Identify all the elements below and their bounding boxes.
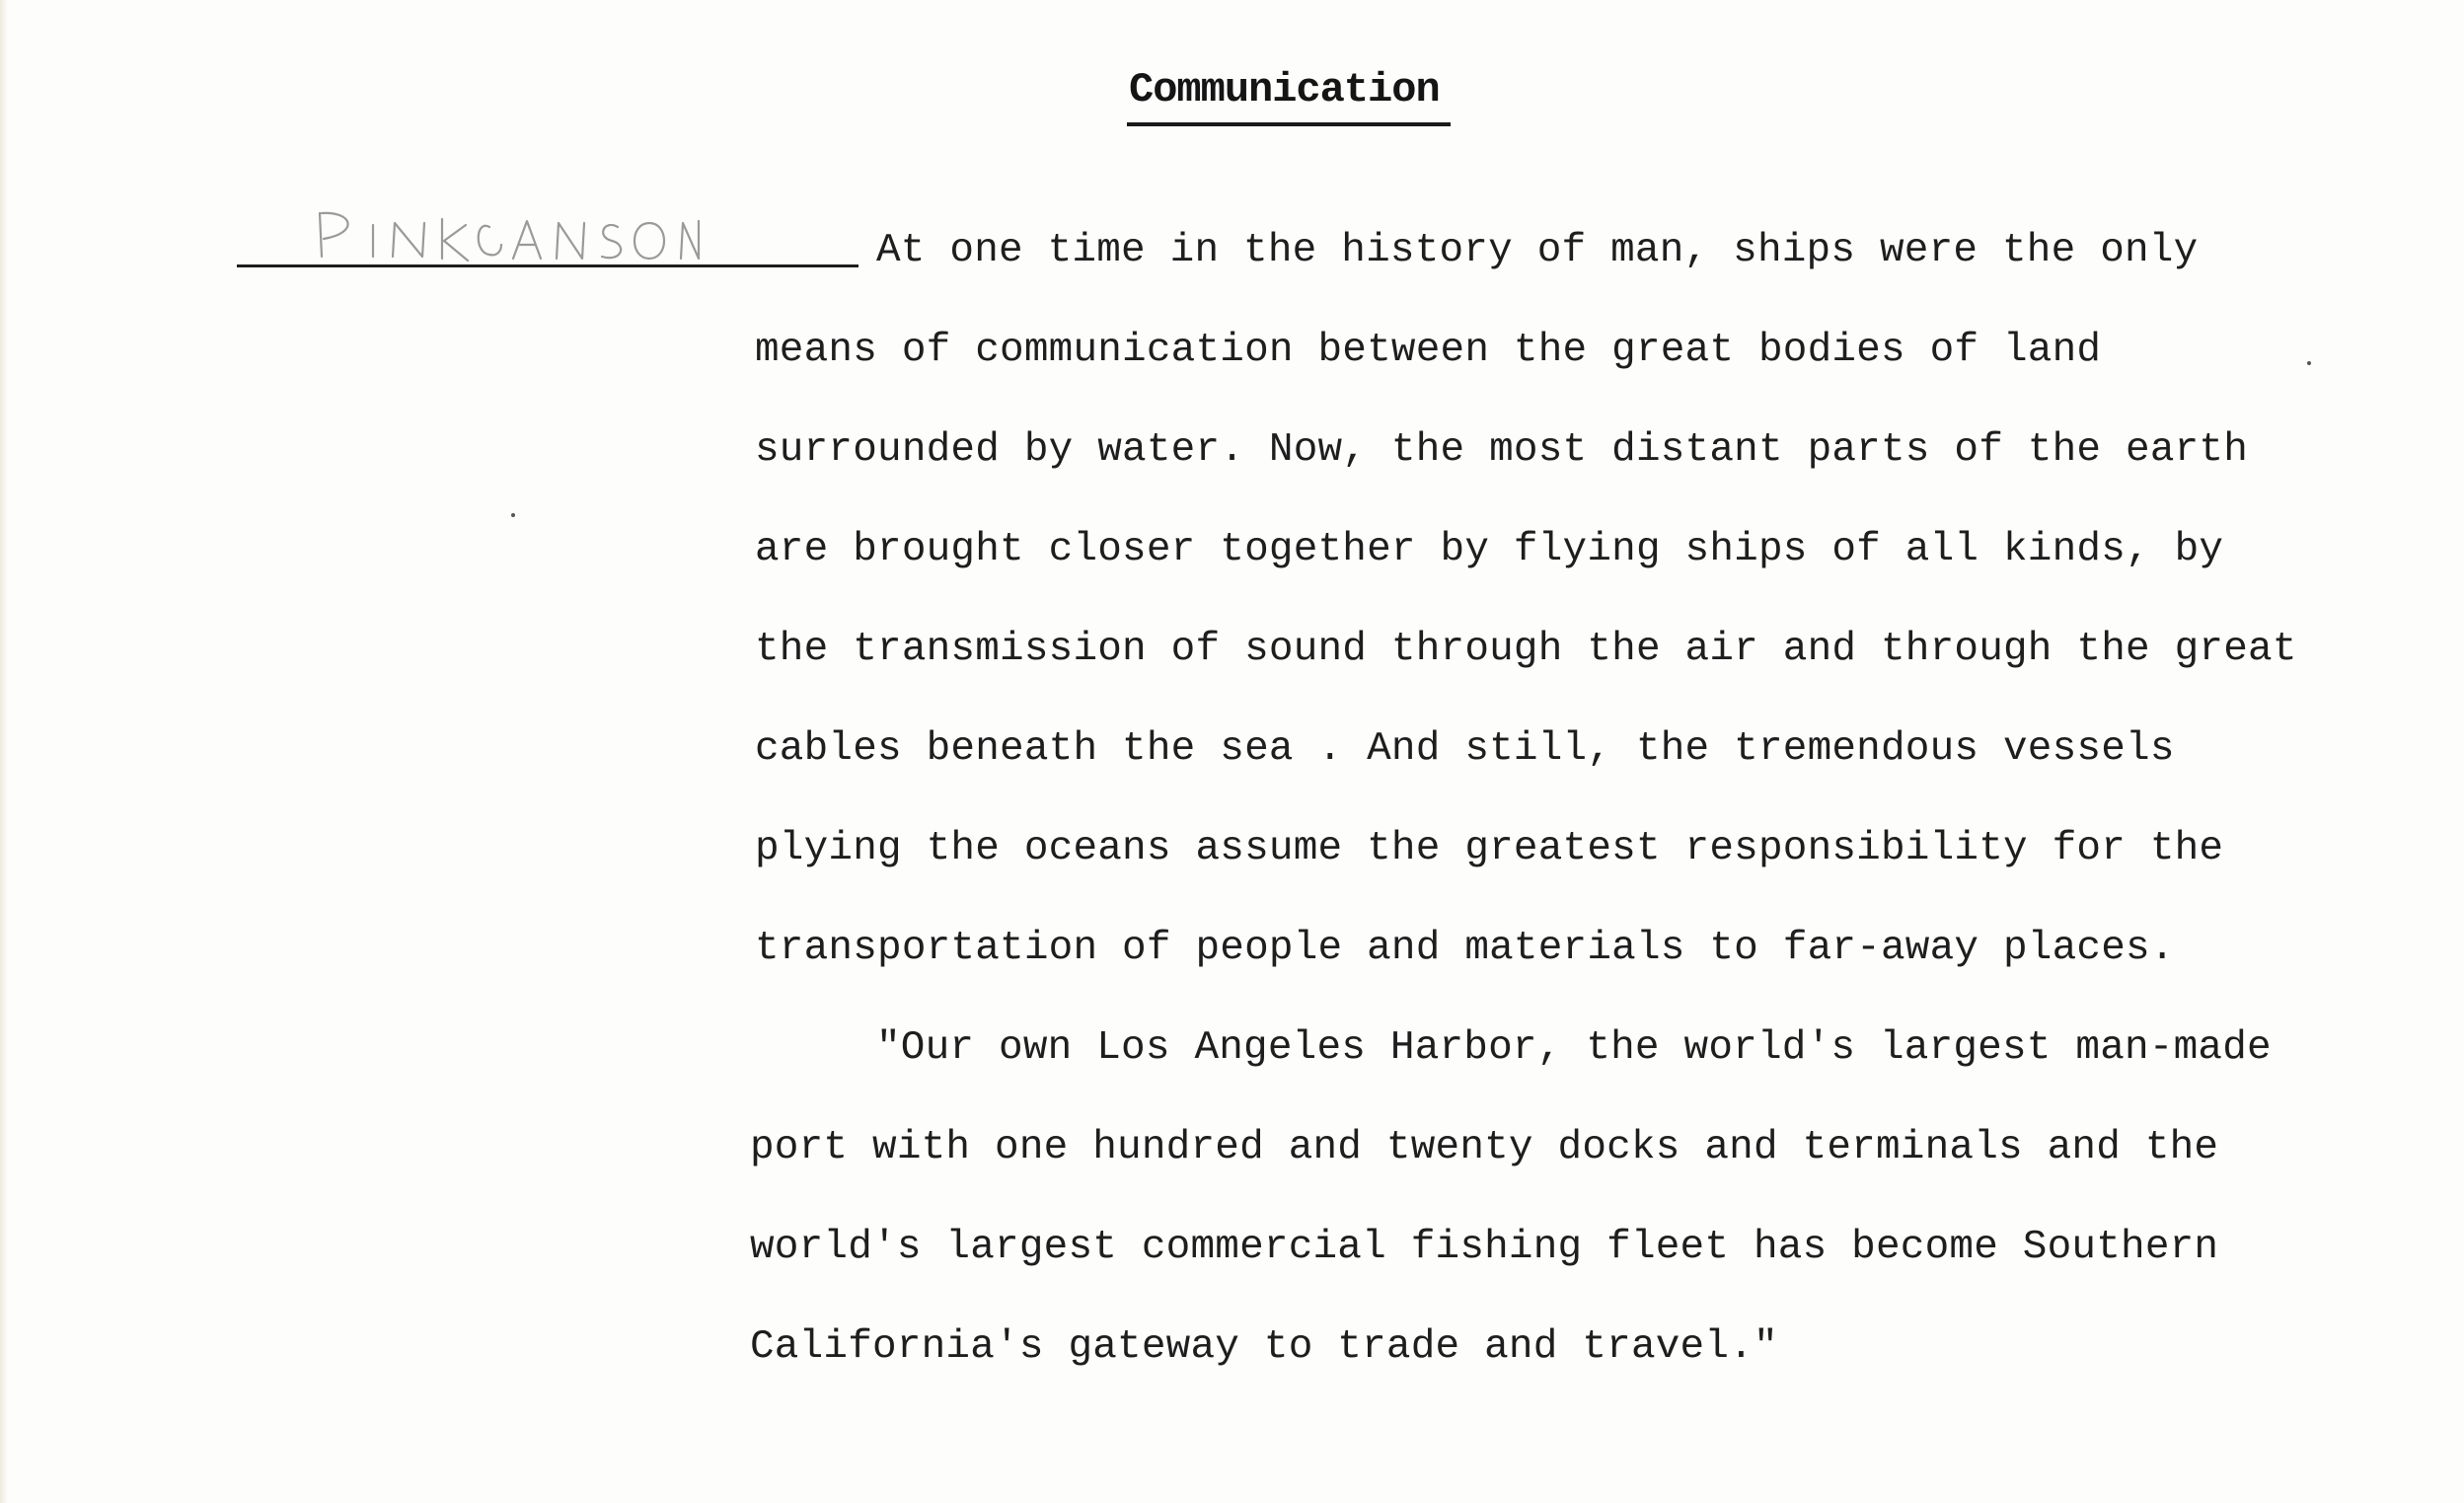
text-line-6: cables beneath the sea . And still, the tremendous vessels	[755, 726, 2175, 772]
page-title: Communication	[1129, 66, 1440, 113]
text-line-11: world's largest commercial fishing fleet has become Southern	[750, 1225, 2219, 1270]
text-line-4: are brought closer together by flying ships of all kinds, by	[755, 527, 2224, 572]
title-underline	[1127, 122, 1451, 126]
text-line-1: At one time in the history of man, ships were the only	[876, 228, 2199, 273]
text-line-12: California's gateway to trade and travel."	[750, 1324, 1778, 1370]
text-line-8: transportation of people and materials to far-away places.	[755, 926, 2175, 971]
text-line-7: plying the oceans assume the greatest responsibility for the	[755, 826, 2224, 871]
page-edge-shading	[0, 0, 8, 1503]
text-line-10: port with one hundred and twenty docks and terminals and the	[750, 1125, 2219, 1170]
text-line-9: "Our own Los Angeles Harbor, the world's largest man-made	[876, 1025, 2272, 1071]
paper-speck	[511, 513, 515, 517]
text-line-3: surrounded by water. Now, the most distant parts of the earth	[755, 427, 2249, 473]
handwritten-signature	[316, 205, 701, 266]
text-line-5: the transmission of sound through the air and through the great	[755, 627, 2297, 672]
text-line-2: means of communication between the great bodies of land	[755, 328, 2102, 373]
paper-speck	[2307, 361, 2311, 365]
